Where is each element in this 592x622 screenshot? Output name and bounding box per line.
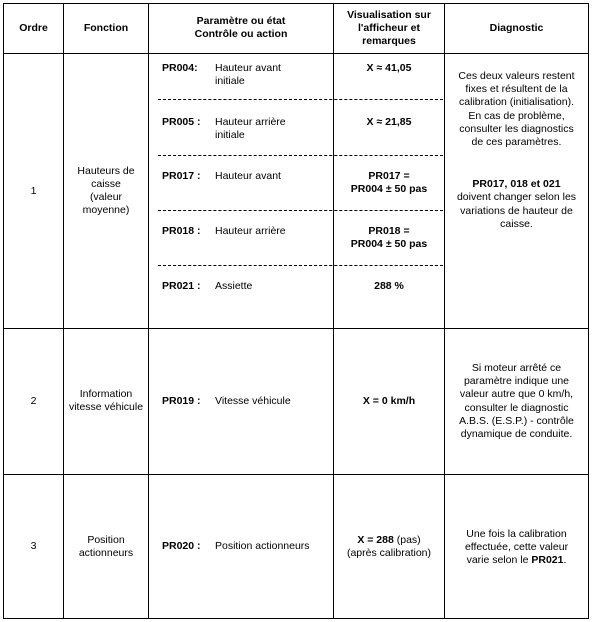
param-visu: PR004 ± 50 pas <box>350 238 428 250</box>
param-code: PR021 : <box>162 280 201 292</box>
header-fonction: Fonction <box>83 22 129 34</box>
diagnostic-text: varie selon le <box>466 554 532 567</box>
visu-value: X = 288 <box>357 534 394 546</box>
visu-unit: (pas) <box>393 534 421 546</box>
diagnostic-line <box>445 554 588 567</box>
header-parametre-line2: Contrôle ou action <box>194 28 288 40</box>
diagnostic-line: effectuée, cette valeur <box>464 541 569 554</box>
diagnostic-line: consulter les diagnostics <box>459 122 574 135</box>
diagnostic-line: fixes et résultent de la <box>465 83 568 96</box>
param-visu: PR004 ± 50 pas <box>350 183 428 195</box>
fonction-line: Information <box>79 388 133 400</box>
diagnostic-line: calibration (initialisation). <box>459 96 574 109</box>
row-diagnostic <box>445 70 588 231</box>
diagnostic-line-bold: PR017, 018 et 021 <box>472 178 561 191</box>
param-label: Hauteur avant <box>215 62 281 74</box>
param-visu: X = 0 km/h <box>362 395 416 407</box>
diagnostic-line: dynamique de conduite. <box>460 428 573 441</box>
row-fonction <box>64 388 148 414</box>
param-label: Position actionneurs <box>215 540 310 552</box>
header-ordre: Ordre <box>19 22 48 34</box>
row-fonction <box>64 534 148 560</box>
param-label: initiale <box>215 129 245 141</box>
row-ordre: 3 <box>30 540 37 552</box>
diagnostic-line: Ces deux valeurs restent <box>458 70 575 82</box>
row-diagnostic <box>445 528 588 568</box>
param-visu: 288 % <box>374 280 404 292</box>
param-code: PR005 : <box>162 116 201 128</box>
diagnostic-line: Si moteur arrêté ce <box>471 362 562 374</box>
param-label: initiale <box>215 75 245 87</box>
diagnostic-param-ref: PR021 <box>531 554 564 567</box>
fonction-line: vitesse véhicule <box>68 401 144 413</box>
diagnostic-line: doivent changer selon les <box>456 191 577 204</box>
fonction-line: (valeur <box>89 191 123 203</box>
header-diagnostic: Diagnostic <box>489 22 544 34</box>
visu-line: (après calibration) <box>346 547 432 559</box>
param-code: PR018 : <box>162 225 201 237</box>
row-diagnostic <box>445 362 588 441</box>
fonction-line: actionneurs <box>78 547 134 559</box>
param-visu: PR018 = <box>368 225 410 237</box>
param-label: Hauteur avant <box>215 170 281 182</box>
header-visu-line1: Visualisation sur <box>347 9 431 21</box>
diagnostic-line: caisse. <box>500 217 533 230</box>
header-parametre <box>149 15 333 41</box>
param-label: Assiette <box>215 280 253 292</box>
row-fonction <box>64 165 148 217</box>
param-code: PR004: <box>162 62 198 74</box>
param-visu: PR017 = <box>368 170 410 182</box>
param-label: Hauteur arrière <box>215 225 286 237</box>
fonction-line: Hauteurs de <box>77 165 135 177</box>
param-label: Hauteur arrière <box>215 116 286 128</box>
diagnostic-line: paramètre indique une <box>463 375 570 388</box>
diagnostic-line: variations de hauteur de <box>460 204 573 217</box>
param-visu <box>334 534 444 560</box>
diagnostic-line: Une fois la calibration <box>466 528 567 540</box>
row-ordre: 1 <box>30 185 37 197</box>
diagnostic-line: consulter le diagnostic <box>464 401 569 414</box>
param-code: PR019 : <box>162 395 201 407</box>
diagnostic-line: En cas de problème, <box>468 109 565 122</box>
param-code: PR020 : <box>162 540 201 552</box>
visu-line <box>334 534 444 547</box>
param-visu: X ≈ 21,85 <box>366 116 412 128</box>
row-ordre: 2 <box>30 395 37 407</box>
param-visu: X ≈ 41,05 <box>366 62 412 74</box>
diagnostic-line: de ces paramètres. <box>471 136 562 149</box>
diagnostic-line: valeur autre que 0 km/h, <box>459 388 574 401</box>
param-code: PR017 : <box>162 170 201 182</box>
param-label: Vitesse véhicule <box>215 395 291 407</box>
header-visualisation <box>334 9 444 48</box>
diagnostic-text: . <box>563 554 567 567</box>
diagnostic-line: A.B.S. (E.S.P.) - contrôle <box>459 414 574 427</box>
fonction-line: moyenne) <box>82 204 130 216</box>
header-parametre-line1: Paramètre ou état <box>196 15 286 27</box>
fonction-line: Position <box>87 534 125 546</box>
header-visu-line2: l'afficheur et <box>357 22 420 34</box>
header-visu-line3: remarques <box>362 35 416 47</box>
fonction-line: caisse <box>91 178 121 190</box>
